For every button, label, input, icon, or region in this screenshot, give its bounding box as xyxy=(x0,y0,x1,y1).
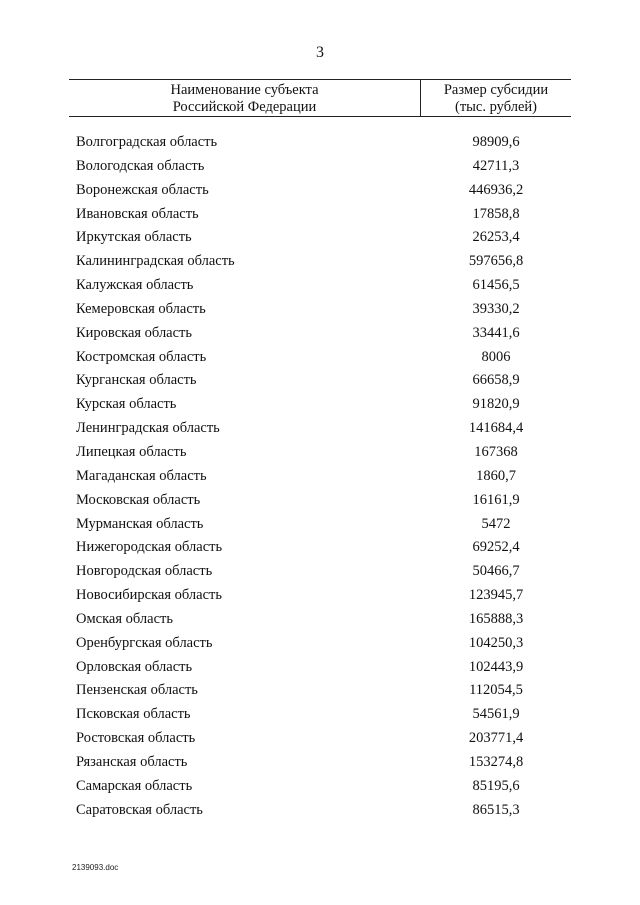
table-header xyxy=(69,79,571,117)
subsidy-amount: 165888,3 xyxy=(468,610,524,627)
region-name: Самарская область xyxy=(76,777,193,794)
region-name: Вологодская область xyxy=(76,157,205,174)
header-region-name-line1: Наименование субъекта xyxy=(170,82,319,98)
subsidy-amount: 8006 xyxy=(481,348,511,365)
region-name: Калининградская область xyxy=(76,253,235,270)
subsidy-amount: 33441,6 xyxy=(472,324,520,341)
region-name: Воронежская область xyxy=(76,181,209,198)
table-row xyxy=(0,632,640,656)
region-name: Ивановская область xyxy=(76,205,199,222)
header-subsidy-amount-line2: (тыс. рублей) xyxy=(455,99,537,115)
table-row xyxy=(0,656,640,680)
region-name: Новосибирская область xyxy=(76,587,222,604)
table-row xyxy=(0,322,640,346)
subsidy-amount: 17858,8 xyxy=(472,205,520,222)
subsidy-amount: 123945,7 xyxy=(468,587,524,604)
table-row xyxy=(0,155,640,179)
region-name: Рязанская область xyxy=(76,753,188,770)
header-region-name-line2: Российской Федерации xyxy=(172,99,317,115)
table-row xyxy=(0,799,640,823)
table-row xyxy=(0,393,640,417)
region-name: Кемеровская область xyxy=(76,300,206,317)
subsidy-amount: 42711,3 xyxy=(472,157,520,174)
subsidy-amount: 85195,6 xyxy=(472,777,520,794)
subsidy-amount: 61456,5 xyxy=(472,277,520,294)
region-name: Иркутская область xyxy=(76,229,192,246)
table-row xyxy=(0,274,640,298)
subsidy-amount: 66658,9 xyxy=(472,372,520,389)
region-name: Курская область xyxy=(76,396,177,413)
region-name: Ленинградская область xyxy=(76,420,220,437)
subsidy-amount: 141684,4 xyxy=(468,420,524,437)
table-row xyxy=(0,441,640,465)
table-row xyxy=(0,727,640,751)
subsidy-amount: 153274,8 xyxy=(468,753,524,770)
subsidy-amount: 5472 xyxy=(481,515,511,532)
region-name: Ростовская область xyxy=(76,730,196,747)
table-row xyxy=(0,465,640,489)
region-name: Оренбургская область xyxy=(76,634,213,651)
region-name: Волгоградская область xyxy=(76,134,218,150)
table-row xyxy=(0,679,640,703)
table-row xyxy=(0,703,640,727)
region-name: Нижегородская область xyxy=(76,539,223,556)
subsidy-amount: 597656,8 xyxy=(468,253,524,270)
table-row xyxy=(0,560,640,584)
table-row xyxy=(0,369,640,393)
region-name: Липецкая область xyxy=(76,443,187,460)
region-name: Пензенская область xyxy=(76,682,198,699)
table-row xyxy=(0,131,640,155)
header-subsidy-amount xyxy=(421,82,571,116)
region-name: Псковская область xyxy=(76,706,191,723)
subsidy-amount: 26253,4 xyxy=(472,229,520,246)
subsidy-amount: 102443,9 xyxy=(468,658,524,675)
subsidy-amount: 16161,9 xyxy=(472,491,520,508)
table-row xyxy=(0,775,640,799)
subsidy-amount: 446936,2 xyxy=(468,181,524,198)
table-row xyxy=(0,536,640,560)
table-row xyxy=(0,346,640,370)
subsidy-amount: 50466,7 xyxy=(472,563,520,580)
subsidy-amount: 39330,2 xyxy=(472,300,520,317)
table-row xyxy=(0,250,640,274)
region-name: Московская область xyxy=(76,491,201,508)
header-subsidy-amount-line1: Размер субсидии xyxy=(443,82,549,98)
region-name: Мурманская область xyxy=(76,515,204,532)
region-name: Саратовская область xyxy=(76,801,203,818)
region-name: Новгородская область xyxy=(76,563,213,580)
region-name: Курганская область xyxy=(76,372,197,389)
subsidy-amount: 54561,9 xyxy=(472,706,520,723)
subsidy-amount: 112054,5 xyxy=(469,682,523,699)
subsidy-amount: 91820,9 xyxy=(472,396,520,413)
table-row xyxy=(0,513,640,537)
table-row xyxy=(0,226,640,250)
table-row xyxy=(0,298,640,322)
subsidy-amount: 1860,7 xyxy=(476,467,516,484)
table-row xyxy=(0,584,640,608)
region-name: Калужская область xyxy=(76,277,194,294)
table-body xyxy=(0,131,640,822)
subsidy-amount: 203771,4 xyxy=(468,730,524,747)
subsidy-amount: 86515,3 xyxy=(472,801,520,818)
region-name: Кировская область xyxy=(76,324,193,341)
region-name: Орловская область xyxy=(76,658,193,675)
table-row xyxy=(0,489,640,513)
region-name: Костромская область xyxy=(76,348,207,365)
subsidy-amount: 167368 xyxy=(474,443,518,460)
document-id: 2139093.doc xyxy=(72,863,119,872)
subsidy-amount: 104250,3 xyxy=(468,634,524,651)
region-name: Омская область xyxy=(76,610,173,627)
subsidy-amount: 69252,4 xyxy=(472,539,520,556)
table-row xyxy=(0,417,640,441)
page-number: 3 xyxy=(316,44,324,61)
subsidy-amount: 98909,6 xyxy=(472,134,520,150)
table-row xyxy=(0,608,640,632)
region-name: Магаданская область xyxy=(76,467,207,484)
table-row xyxy=(0,179,640,203)
table-row xyxy=(0,751,640,775)
header-region-name xyxy=(69,82,420,116)
table-row xyxy=(0,203,640,227)
